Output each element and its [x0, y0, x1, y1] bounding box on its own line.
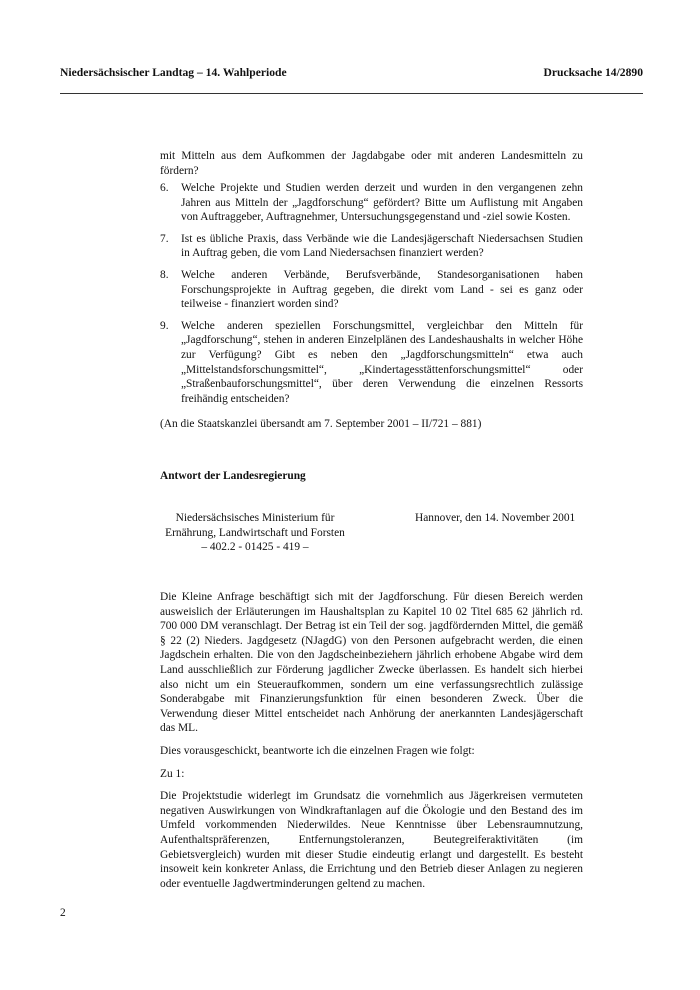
question-item	[160, 181, 583, 225]
paragraph: Die Projektstudie widerlegt im Grundsatz die vornehmlich aus Jägerkreisen vermuteten negativen Auswirkungen von Windkraftanlagen auf die Ökologie und den Bestand des im Umfeld vorkommenden Niederwildes. Neue Kenntnisse über Lebensraumnutzung, Aufenthaltspräferenzen, Entfernungstoleranzen, Beutegreiferaktivitäten (im Gebietsvergleich) wurden mit dieser Studie eindeutig erlangt und dargestellt. Es besteht insoweit kein konkreter Anlass, die Errichtung und den Betrieb dieser Anlagen zu negieren oder eventuelle Jagdwertminderungen geltend zu machen.	[160, 790, 583, 890]
question-item	[160, 268, 583, 312]
question-number: 6.	[160, 182, 169, 194]
ministry-reference: – 402.2 - 01425 - 419 –	[201, 541, 309, 554]
paragraph: Zu 1:	[160, 767, 185, 780]
header-divider	[60, 93, 643, 94]
question-text: Welche Projekte und Studien werden derzeit und wurden in den vergangenen zehn Jahren aus Mitteln der „Jagdforschung“ gefördert? Bitte um Auflistung mit Angaben von Auftraggeber, Auftragnehmer, Untersuchungsgegenstand und -ziel sowie Kosten.	[181, 182, 583, 224]
answer-heading: Antwort der Landesregierung	[160, 470, 306, 482]
page-header	[60, 66, 643, 81]
date-line: Hannover, den 14. November 2001	[415, 512, 576, 524]
ministry-address	[160, 511, 350, 555]
header-title: Niedersächsischer Landtag – 14. Wahlperiode	[60, 66, 287, 79]
question-number: 8.	[160, 268, 169, 281]
question-continuation: mit Mitteln aus dem Aufkommen der Jagdabgabe oder mit anderen Landesmitteln zu fördern?	[160, 150, 583, 177]
question-number: 7.	[160, 232, 169, 245]
paragraph: Die Kleine Anfrage beschäftigt sich mit der Jagdforschung. Für diesen Bereich werden ausweislich der Erläuterungen im Haushaltsplan zu Kapitel 10 02 Titel 685 62 jährlich rd. 700 000 DM veranschlagt. Der Betrag ist ein Teil der sog. jagdfördernden Mittel, die gemäß § 22 (2) Nieders. Jagdgesetz (NJagdG) von den Personen aufgebracht werden, die einen Jagdschein erhalten. Die von den Jagdscheinbeziehern jährlich erhobene Abgabe wird dem Land ausschließlich zur Förderung jagdlicher Zwecke überlassen. Es handelt sich hierbei also nicht um ein Steueraufkommen, sondern um eine verfassungsrechtlich zulässige Sonderabgabe mit Finanzierungsfunktion für einen besonderen Zweck. Über die Verwendung dieser Mittel entscheidet nach Anhörung der anerkannten Landesjägerschaft das ML.	[160, 591, 583, 735]
sent-note: (An die Staatskanzlei übersandt am 7. September 2001 – II/721 – 881)	[160, 418, 482, 430]
question-text: Welche anderen speziellen Forschungsmittel, vergleichbar den Mitteln für „Jagdforschung“, stehen in anderen Einzelplänen des Landeshaushalts in welcher Höhe zur Verfügung? Gibt es neben den „Jagdforschungsmitteln“ etwa auch „Mittelstandsforschungsmittel“, „Kindertagesstättenforschungsmittel“ oder „Straßenbauforschungsmittel“, über deren Verwendung die einzelnen Ressorts freihändig entscheiden?	[181, 319, 583, 405]
paragraph: Dies vorausgeschickt, beantworte ich die einzelnen Fragen wie folgt:	[160, 744, 475, 757]
ministry-line: Ernährung, Landwirtschaft und Forsten	[165, 526, 345, 539]
question-item	[160, 319, 583, 407]
question-text: Welche anderen Verbände, Berufsverbände, Standesorganisationen haben Forschungsprojekte in Auftrag gegeben, die direkt vom Land - sei es ganz oder teilweise - finanziert worden sind?	[181, 268, 583, 311]
question-item	[160, 232, 583, 261]
header-document-number: Drucksache 14/2890	[543, 66, 643, 79]
question-text: Ist es übliche Praxis, dass Verbände wie die Landesjägerschaft Niedersachsen Studien in Auftrag geben, die vom Land Niedersachsen finanziert werden?	[181, 232, 583, 260]
page-number: 2	[60, 907, 66, 919]
ministry-line: Niedersächsisches Ministerium für	[175, 512, 335, 524]
question-list	[160, 181, 583, 413]
answer-body	[160, 590, 583, 899]
question-number: 9.	[160, 319, 169, 332]
